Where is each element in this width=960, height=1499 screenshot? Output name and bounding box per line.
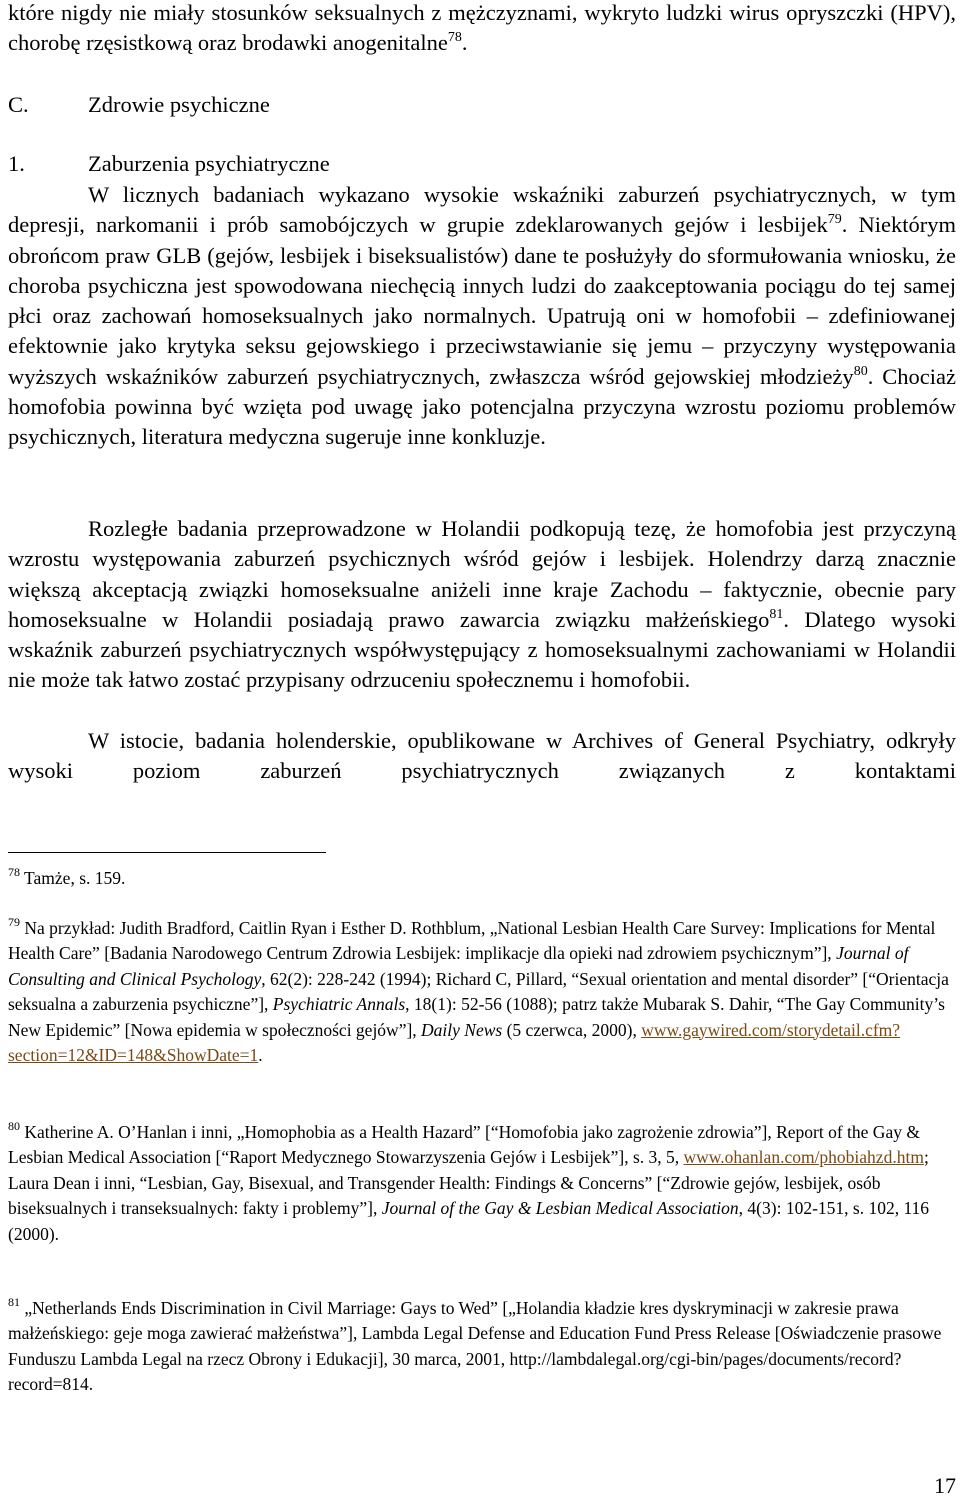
footnote-ref-79[interactable]: 79: [827, 212, 842, 228]
continuation-paragraph: [8, 0, 956, 59]
paragraph-2: [8, 514, 956, 696]
subsection-title: Zaburzenia psychiatryczne: [88, 151, 330, 176]
footnote-79-text-d: (5 czerwca, 2000),: [502, 1019, 642, 1040]
footnote-80-link[interactable]: www.ohanlan.com/phobiahzd.htm: [683, 1147, 924, 1168]
continuation-line-2: opryszczki (HPV), chorobę rzęsistkową oraz brodawki anogenitalne: [8, 0, 956, 56]
paragraph-1: [8, 180, 956, 453]
section-letter: C.: [8, 92, 29, 117]
footnote-79-text-b: , 62(2): 228-242 (1994); Richard C, Pillard, “Sexual orientation and mental disorder” [“Orientacja seksualna a zaburzenia psychiczne”],: [8, 968, 949, 1015]
footnote-80-journal: Journal of the Gay & Lesbian Medical Association: [381, 1198, 739, 1219]
footnote-79-text-c: , 18(1): 52-56 (1088); patrz także Mubarak S. Dahir, “The Gay Community’s New Epidemic” [Nowa epidemia w społeczności gejów”],: [8, 994, 945, 1040]
footnote-79: [8, 916, 956, 1068]
continuation-line-1: które nigdy nie miały stosunków seksualnych z mężczyznami, wykryto ludzki wirus: [8, 0, 780, 25]
footnote-81-number: 81: [8, 1295, 20, 1309]
footnote-separator: [8, 852, 326, 853]
footnote-79-number: 79: [8, 915, 20, 929]
continuation-line-2-end: .: [461, 30, 468, 56]
footnote-80: [8, 1120, 956, 1247]
paragraph-3-text: W istocie, badania holenderskie, opublikowane w Archives of General Psychiatry, odkryły wysoki poziom zaburzeń psychiatrycznych związanych z kontaktami: [8, 728, 956, 784]
footnote-ref-81[interactable]: 81: [769, 606, 784, 622]
paragraph-1-text-c: . Chociaż homofobia powinna być wzięta pod uwagę jako potencjalna przyczyna wzrostu poziomu problemów psychicznych, literatura medyczna sugeruje inne konkluzje.: [8, 363, 957, 450]
subsection-heading: [8, 149, 330, 179]
footnote-78-text: Tamże, s. 159.: [20, 868, 126, 888]
section-title: Zdrowie psychiczne: [88, 92, 270, 117]
footnote-ref-78[interactable]: 78: [447, 30, 462, 46]
footnote-80-number: 80: [8, 1119, 20, 1133]
footnote-80-text-b: ; Laura Dean i inni, “Lesbian, Gay, Bisexual, and Transgender Health: Findings & Concerns” [“Zdrowie gejów, lesbijek, osób biseksualnych i transeksualnych: fakty i problemy”],: [8, 1147, 929, 1219]
footnote-79-text-e: .: [258, 1045, 263, 1066]
paragraph-3: [8, 726, 956, 787]
footnote-78: [8, 866, 956, 891]
paragraph-2-text-b: . Dlatego wysoki wskaźnik zaburzeń psychiatrycznych współwystępujący z homoseksualnymi zachowaniami w Holandii nie może tak łatwo zostać przypisany odrzuceniu społecznemu i homofobii.: [8, 606, 957, 693]
footnote-80-text-c: , 4(3): 102-151, s. 102, 116 (2000).: [8, 1198, 930, 1244]
subsection-number: 1.: [8, 151, 25, 176]
paragraph-1-text-b: . Niektórym obrońcom praw GLB (gejów, lesbijek i biseksualistów) dane te posłużyły do sformułowania wniosku, że choroba psychiczna jest spowodowana niechęcią innych ludzi do zaakceptowania pociągu do tej samej płci oraz zachowań homoseksualnych jako normalnych. Upatrują oni w homofobii – zdefiniowanej efektownie jako krytyka seksu gejowskiego i przeciwstawianie się jemu – przyczyny występowania wyższych wskaźników zaburzeń psychiatrycznych, zwłaszcza wśród gejowskiej młodzieży: [8, 212, 956, 389]
footnote-79-journal-3: Daily News: [421, 1019, 503, 1040]
footnote-79-journal-1: Journal of Consulting and Clinical Psychology: [8, 943, 909, 989]
footnote-79-text-a: Na przykład: Judith Bradford, Caitlin Ryan i Esther D. Rothblum, „National Lesbian Health Care Survey: Implications for Mental Health Care” [Badania Narodowego Centrum Zdrowia Lesbijek: implikacje dla opieki nad zdrowiem psychicznym”],: [8, 918, 936, 964]
footnote-78-number: 78: [8, 865, 20, 879]
footnote-79-journal-2: Psychiatric Annals: [272, 994, 406, 1015]
footnote-ref-80[interactable]: 80: [853, 363, 868, 379]
footnote-81: [8, 1296, 956, 1398]
paragraph-1-text-a: W licznych badaniach wykazano wysokie wskaźniki zaburzeń psychiatrycznych, w tym depresji, narkomanii i prób samobójczych w grupie zdeklarowanych gejów i lesbijek: [8, 182, 956, 238]
page-number: 17: [934, 1473, 956, 1498]
footnote-79-link[interactable]: www.gaywired.com/storydetail.cfm?section=12&ID=148&ShowDate=1: [8, 1019, 901, 1066]
section-heading: [8, 90, 270, 120]
footnote-80-text-a: Katherine A. O’Hanlan i inni, „Homophobia as a Health Hazard” [“Homofobia jako zagrożenie zdrowia”], Report of the Gay & Lesbian Medical Association [“Raport Medycznego Stowarzyszenia Gejów i Lesbijek”], s. 3, 5,: [8, 1122, 920, 1168]
footnote-81-text: „Netherlands Ends Discrimination in Civil Marriage: Gays to Wed” [„Holandia kładzie kres dyskryminacji w zakresie prawa małżeńskiego: geje moga zawierać małżeństwa”], Lambda Legal Defense and Education Fund Press Release [Oświadczenie prasowe Funduszu Lambda Legal na rzecz Obrony i Edukacji], 30 marca, 2001, http://lambdalegal.org/cgi-bin/pages/documents/record?record=814.: [8, 1298, 942, 1395]
paragraph-2-text-a: Rozległe badania przeprowadzone w Holandii podkopują tezę, że homofobia jest przyczyną wzrostu występowania zaburzeń psychicznych wśród gejów i lesbijek. Holendrzy darzą znacznie większą akceptacją związki homoseksualne aniżeli inne kraje Zachodu – faktycznie, obecnie pary homoseksualne w Holandii posiadają prawo zawarcia związku małżeńskiego: [8, 516, 956, 632]
